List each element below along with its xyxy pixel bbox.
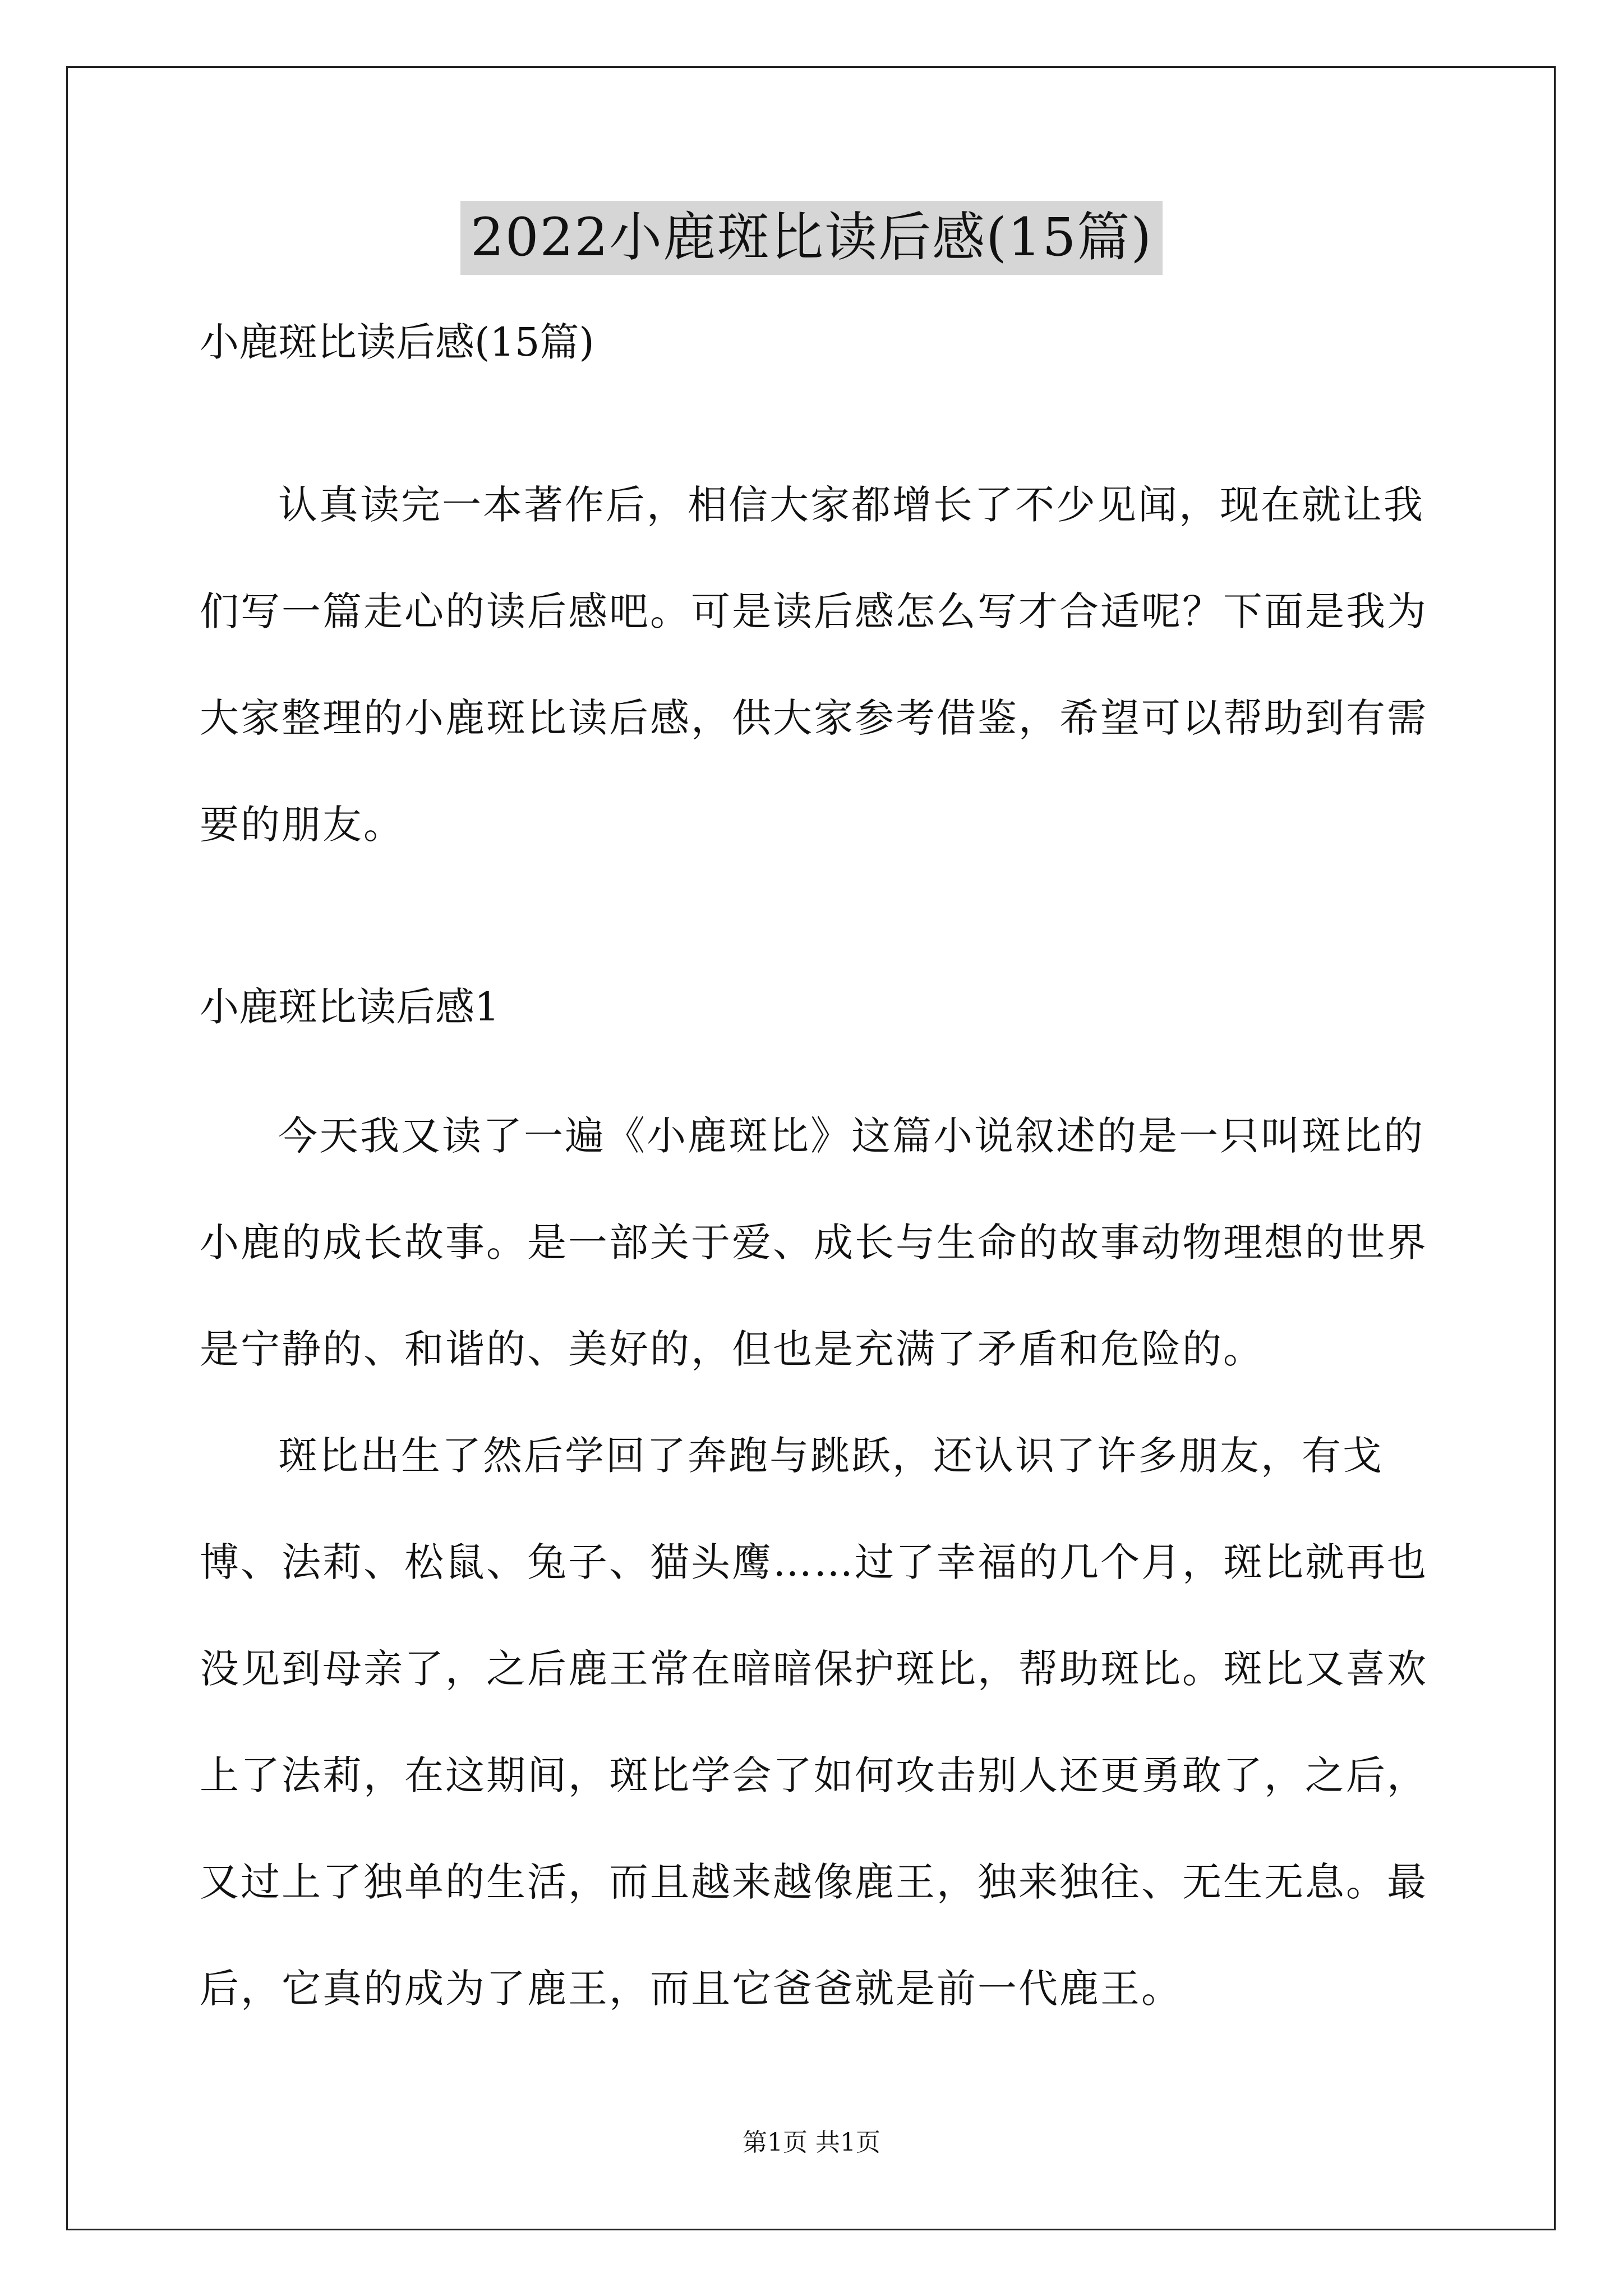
- body-paragraph-1: 今天我又读了一遍《小鹿斑比》这篇小说叙述的是一只叫斑比的小鹿的成长故事。是一部关于爱、成长与生命的故事动物理想的世界是宁静的、和谐的、美好的，但也是充满了矛盾和危险的。: [200, 1113, 1428, 1372]
- document-subtitle: 小鹿斑比读后感(15篇): [200, 319, 594, 365]
- title-container: [0, 201, 1623, 275]
- document-title: 2022小鹿斑比读后感(15篇): [460, 201, 1163, 275]
- section-spacer: [200, 878, 1433, 970]
- document-body: [200, 306, 1433, 2042]
- page-footer: 第1页 共1页: [743, 2128, 880, 2157]
- body-paragraph-2: 斑比出生了然后学回了奔跑与跳跃，还认识了许多朋友，有戈博、法莉、松鼠、兔子、猫头鹰……过了幸福的几个月，斑比就再也没见到母亲了，之后鹿王常在暗暗保护斑比，帮助斑比。斑比又喜欢上了法莉，在这期间，斑比学会了如何攻击别人还更勇敢了，之后，又过上了独单的生活，而且越来越像鹿王，独来独往、无生无息。最后，它真的成为了鹿王，而且它爸爸就是前一代鹿王。: [200, 1433, 1428, 2012]
- section-heading: 小鹿斑比读后感1: [200, 984, 500, 1030]
- intro-paragraph: 认真读完一本著作后，相信大家都增长了不少见闻，现在就让我们写一篇走心的读后感吧。可是读后感怎么写才合适呢？下面是我为大家整理的小鹿斑比读后感，供大家参考借鉴，希望可以帮助到有需要的朋友。: [200, 482, 1428, 848]
